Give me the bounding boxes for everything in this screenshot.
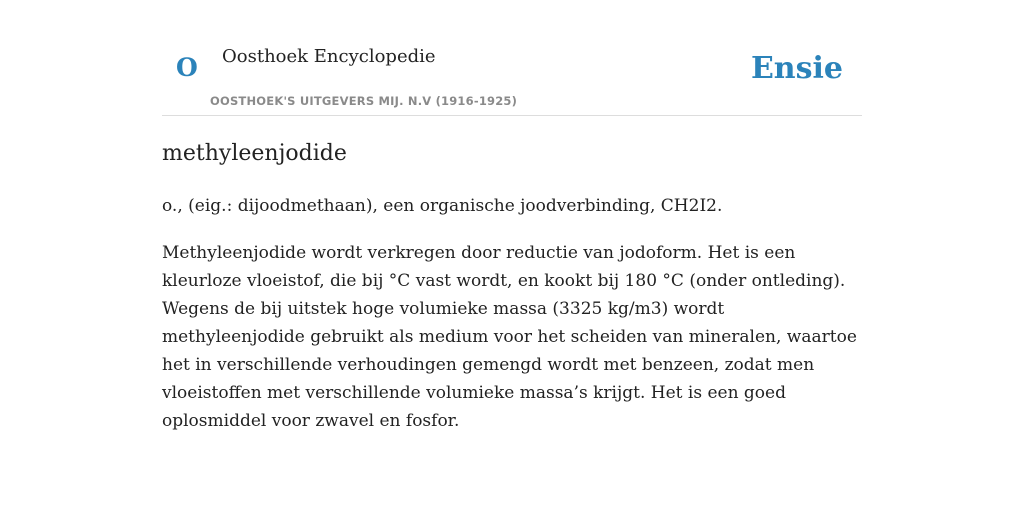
entry-body: Methyleenjodide wordt verkregen door reductie van jodoform. Het is een kleurloze vloeistof, die bij °C vast wordt, en kookt bij 180 °C (onder ontleding). Wegens de bij uitstek hoge volumieke massa (3325 kg/m3) wordt methyleenjodide gebruikt als medium voor het scheiden van mineralen, waartoe het in verschillende verhoudingen gemengd wordt met benzeen, zodat men vloeistoffen met verschillende volumieke massa’s krijgt. Het is een goed oplosmiddel voor zwavel en fosfor. bbox=[162, 243, 857, 431]
source-logo[interactable]: O bbox=[176, 53, 198, 82]
ensie-logo[interactable]: Ensie bbox=[750, 51, 843, 86]
source-publisher: OOSTHOEK'S UITGEVERS MIJ. N.V (1916-1925) bbox=[210, 94, 518, 108]
entry-title: methyleenjodide bbox=[162, 141, 347, 166]
page-content bbox=[162, 0, 862, 431]
source-header bbox=[162, 0, 862, 116]
source-title[interactable]: Oosthoek Encyclopedie bbox=[222, 46, 436, 67]
entry-definition: o., (eig.: dijoodmethaan), een organische joodverbinding, CH2I2. bbox=[162, 196, 723, 216]
